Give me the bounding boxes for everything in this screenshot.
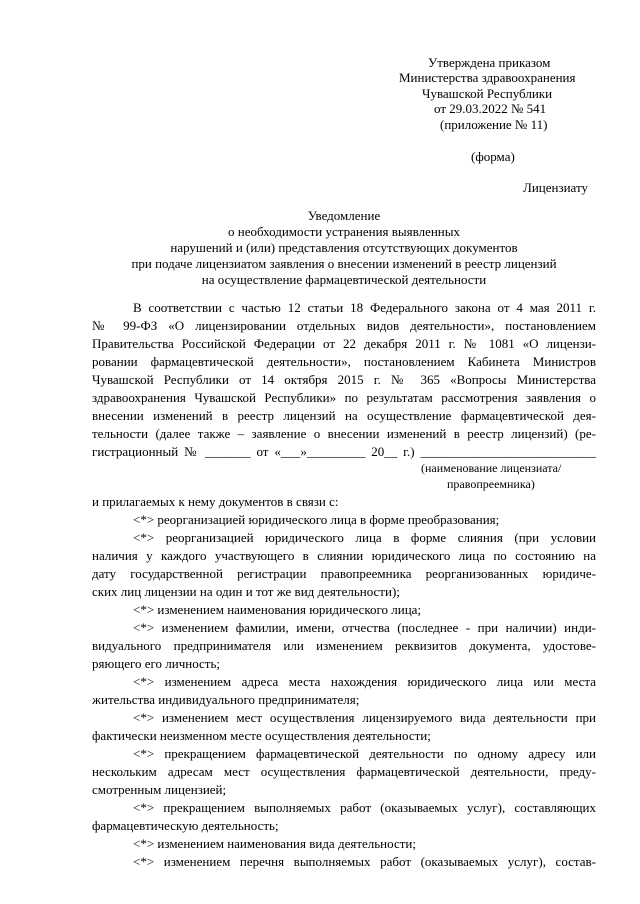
- body-line: ровании фармацевтической деятельности», постановлением Кабинета Министров: [92, 354, 596, 369]
- approval-line: (приложение № 11): [440, 117, 548, 132]
- list-item: <*> изменением наименования юридического лица;: [133, 602, 422, 617]
- body-line: Правительства Российской Федерации от 22 декабря 2011 г. № 1081 «О лицензи-: [92, 336, 596, 351]
- body-line: № 99-ФЗ «О лицензировании отдельных видов деятельности», постановлением: [92, 318, 596, 333]
- list-item: <*> прекращением фармацевтической деятельности по одному адресу или: [133, 746, 596, 761]
- body-line: Чувашской Республики от 14 октября 2015 г. № 365 «Вопросы Министерства: [92, 372, 596, 387]
- form-label: (форма): [471, 149, 515, 164]
- list-item-cont: фармацевтическую деятельность;: [92, 818, 279, 833]
- approval-line: от 29.03.2022 № 541: [434, 101, 547, 116]
- list-item-cont: фактически неизменном месте осуществления деятельности;: [92, 728, 431, 743]
- approval-line: Министерства здравоохранения: [399, 70, 576, 85]
- list-item-cont: нескольким адресам мест осуществления фармацевтической деятельности, преду-: [92, 764, 596, 779]
- list-item-cont: жительства индивидуального предпринимателя;: [92, 692, 360, 707]
- list-item-cont: видуального предпринимателя или изменением реквизитов документа, удостове-: [92, 638, 596, 653]
- title-line: нарушений и (или) представления отсутствующих документов: [170, 240, 518, 255]
- body-line: здравоохранения Чувашской Республики» по результатам рассмотрения заявления о: [92, 390, 596, 405]
- list-item: <*> изменением перечня выполняемых работ (оказываемых услуг), состав-: [133, 854, 596, 869]
- title-line: при подаче лицензиатом заявления о внесении изменений в реестр лицензий: [131, 256, 557, 271]
- title-line: на осуществление фармацевтической деятельности: [201, 272, 487, 287]
- list-item: <*> реорганизацией юридического лица в форме слияния (при условии: [133, 530, 596, 545]
- list-item: <*> прекращением выполняемых работ (оказываемых услуг), составляющих: [133, 800, 596, 815]
- body-line: внесении изменений в реестр лицензий на осуществление фармацевтической дея-: [92, 408, 596, 423]
- list-item: <*> изменением наименования вида деятельности;: [133, 836, 416, 851]
- list-item-cont: смотренным лицензией;: [92, 782, 227, 797]
- body-line: В соответствии с частью 12 статьи 18 Федерального закона от 4 мая 2011 г.: [133, 300, 596, 315]
- title-line: Уведомление: [307, 208, 381, 223]
- list-intro: и прилагаемых к нему документов в связи с:: [92, 494, 339, 509]
- list-item: <*> изменением фамилии, имени, отчества (последнее - при наличии) инди-: [133, 620, 596, 635]
- approval-line: Чувашской Республики: [422, 86, 553, 101]
- list-item: <*> изменением мест осуществления лицензируемого вида деятельности при: [133, 710, 596, 725]
- list-item: <*> изменением адреса места нахождения юридического лица или места: [133, 674, 596, 689]
- list-item-cont: ских лиц лицензии на один и тот же вид деятельности);: [92, 584, 400, 599]
- caption-line: правопреемника): [447, 477, 535, 491]
- body-line: гистрационный № _______ от «___»_________ 20__ г.) ___________________________: [92, 444, 596, 459]
- list-item-cont: ряющего его личность;: [92, 656, 221, 671]
- body-line: тельности (далее также – заявление о внесении изменений в реестр лицензий) (ре-: [92, 426, 596, 441]
- list-item-cont: наличия у каждого участвующего в слиянии юридического лица по состоянию на: [92, 548, 596, 563]
- addressee: Лицензиату: [523, 180, 588, 195]
- list-item-cont: дату государственной регистрации правопреемника реорганизованных юридиче-: [92, 566, 596, 581]
- caption-line: (наименование лицензиата/: [421, 461, 562, 475]
- title-line: о необходимости устранения выявленных: [228, 224, 460, 239]
- approval-line: Утверждена приказом: [428, 55, 551, 70]
- list-item: <*> реорганизацией юридического лица в форме преобразования;: [133, 512, 500, 527]
